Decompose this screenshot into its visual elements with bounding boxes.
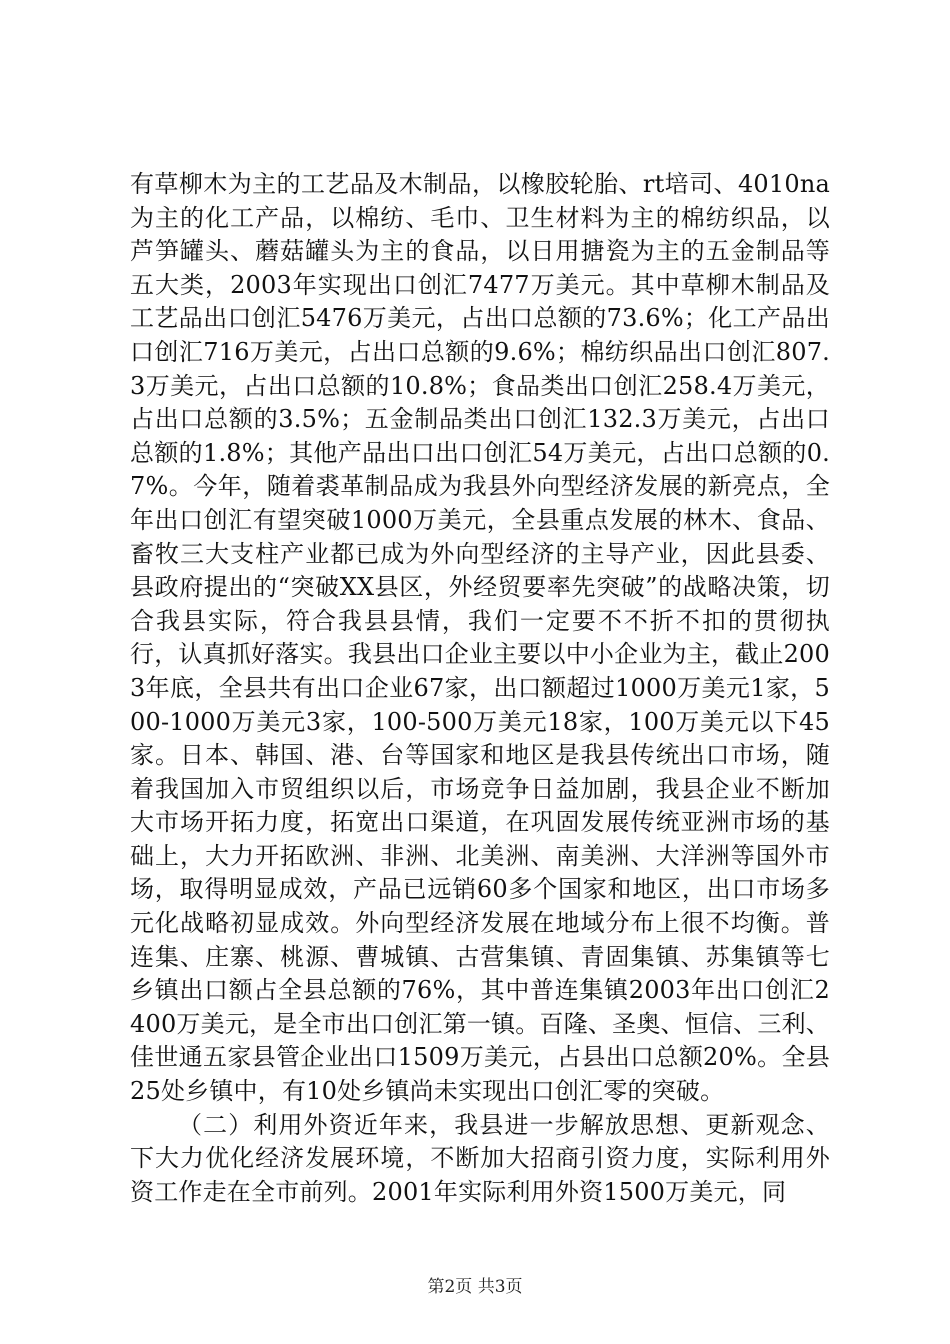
page-footer: 第2页 共3页 [427,1277,523,1297]
document-body [130,168,830,1209]
paragraph-export-overview: 有草柳木为主的工艺品及木制品，以橡胶轮胎、rt培司、4010na为主的化工产品，以棉纺、毛巾、卫生材料为主的棉纺织品，以芦笋罐头、蘑菇罐头为主的食品，以日用搪瓷为主的五金制品等五大类，2003年实现出口创汇7477万美元。其中草柳木制品及工艺品出口创汇5476万美元，占出口总额的73.6%；化工产品出口创汇716万美元，占出口总额的9.6%；棉纺织品出口创汇807.3万美元，占出口总额的10.8%；食品类出口创汇258.4万美元，占出口总额的3.5%；五金制品类出口创汇132.3万美元，占出口总额的1.8%；其他产品出口出口创汇54万美元，占出口总额的0.7%。今年，随着裘革制品成为我县外向型经济发展的新亮点，全年出口创汇有望突破1000万美元，全县重点发展的林木、食品、畜牧三大支柱产业都已成为外向型经济的主导产业，因此县委、县政府提出的“突破XX县区，外经贸要率先突破”的战略决策，切合我县实际，符合我县县情，我们一定要不不折不扣的贯彻执行，认真抓好落实。我县出口企业主要以中小企业为主，截止2003年底，全县共有出口企业67家，出口额超过1000万美元1家，500-1000万美元3家，100-500万美元18家，100万美元以下45家。日本、韩国、港、台等国家和地区是我县传统出口市场，随着我国加入市贸组织以后，市场竞争日益加剧，我县企业不断加大市场开拓力度，拓宽出口渠道，在巩固发展传统亚洲市场的基础上，大力开拓欧洲、非洲、北美洲、南美洲、大洋洲等国外市场，取得明显成效，产品已远销60多个国家和地区，出口市场多元化战略初显成效。外向型经济发展在地域分布上很不均衡。普连集、庄寨、桃源、曹城镇、古营集镇、青固集镇、苏集镇等七乡镇出口额占全县总额的76%，其中普连集镇2003年出口创汇2400万美元，是全市出口创汇第一镇。百隆、圣奥、恒信、三利、佳世通五家县管企业出口1509万美元，占县出口总额20%。全县25处乡镇中，有10处乡镇尚未实现出口创汇零的突破。 [130,170,830,1106]
paragraph-foreign-investment: （二）利用外资近年来，我县进一步解放思想、更新观念、下大力优化经济发展环境，不断加大招商引资力度，实际利用外资工作走在全市前列。2001年实际利用外资1500万美元，同 [130,1110,830,1206]
